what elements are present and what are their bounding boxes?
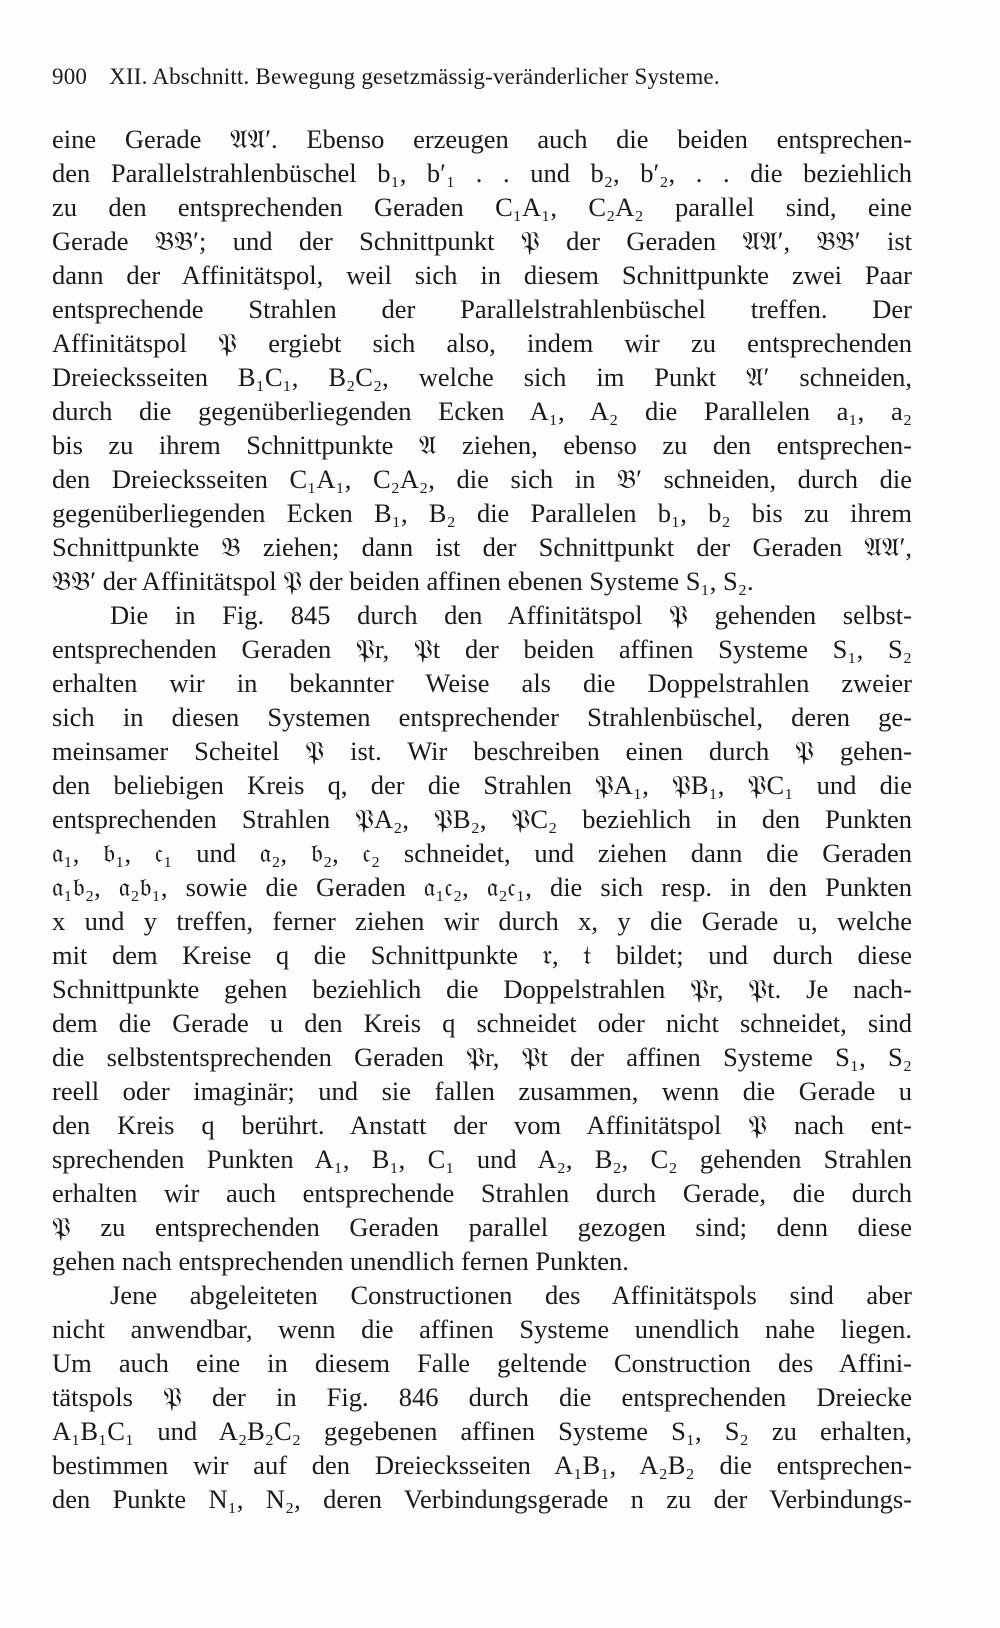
text-line: 𝔅𝔅′ der Affinitätspol 𝔓 der beiden affinen ebenen Systeme S₁, S₂. <box>52 566 754 596</box>
text-line: 𝔞₁, 𝔟₁, 𝔠₁ und 𝔞₂, 𝔟₂, 𝔠₂ schneidet, und ziehen dann die Geraden <box>52 838 912 868</box>
text-line: mit dem Kreise q die Schnittpunkte 𝔯, 𝔱 bildet; und durch diese <box>52 940 912 970</box>
page-header <box>52 64 932 90</box>
text-line: reell oder imaginär; und sie fallen zusammen, wenn die Gerade u <box>52 1076 912 1106</box>
text-line: zu den entsprechenden Geraden C₁A₁, C₂A₂ parallel sind, eine <box>52 192 912 222</box>
text-line: sich in diesen Systemen entsprechender Strahlenbüschel, deren ge- <box>52 702 912 732</box>
text-line: Um auch eine in diesem Falle geltende Construction des Affini- <box>52 1348 912 1378</box>
text-line: gegenüberliegenden Ecken B₁, B₂ die Parallelen b₁, b₂ bis zu ihrem <box>52 498 912 528</box>
text-line: Schnittpunkte gehen beziehlich die Doppelstrahlen 𝔓r, 𝔓t. Je nach- <box>52 974 912 1004</box>
text-line: x und y treffen, ferner ziehen wir durch x, y die Gerade u, welche <box>52 906 912 936</box>
text-line: A₁B₁C₁ und A₂B₂C₂ gegebenen affinen Systeme S₁, S₂ zu erhalten, <box>52 1416 912 1446</box>
text-line: Dreiecksseiten B₁C₁, B₂C₂, welche sich im Punkt 𝔄′ schneiden, <box>52 362 912 392</box>
text-line: die selbstentsprechenden Geraden 𝔓r, 𝔓t der affinen Systeme S₁, S₂ <box>52 1042 912 1072</box>
page-number: 900 <box>52 64 88 89</box>
text-line: Schnittpunkte 𝔅 ziehen; dann ist der Schnittpunkt der Geraden 𝔄𝔄′, <box>52 532 912 562</box>
text-line: erhalten wir in bekannter Weise als die Doppelstrahlen zweier <box>52 668 912 698</box>
text-line: den Parallelstrahlenbüschel b₁, b′₁ . . und b₂, b′₂, . . die beziehlich <box>52 158 912 188</box>
text-line: meinsamer Scheitel 𝔓 ist. Wir beschreiben einen durch 𝔓 gehen- <box>52 736 912 766</box>
text-line: Jene abgeleiteten Constructionen des Affinitätspols sind aber <box>110 1280 912 1310</box>
text-line: dem die Gerade u den Kreis q schneidet oder nicht schneidet, sind <box>52 1008 912 1038</box>
text-line: nicht anwendbar, wenn die affinen Systeme unendlich nahe liegen. <box>52 1314 912 1344</box>
text-line: den Dreiecksseiten C₁A₁, C₂A₂, die sich in 𝔅′ schneiden, durch die <box>52 464 912 494</box>
text-line: 𝔓 zu entsprechenden Geraden parallel gezogen sind; denn diese <box>52 1212 912 1242</box>
text-line: tätspols 𝔓 der in Fig. 846 durch die entsprechenden Dreiecke <box>52 1382 912 1412</box>
text-line: den beliebigen Kreis q, der die Strahlen 𝔓A₁, 𝔓B₁, 𝔓C₁ und die <box>52 770 912 800</box>
text-line: 𝔞₁𝔟₂, 𝔞₂𝔟₁, sowie die Geraden 𝔞₁𝔠₂, 𝔞₂𝔠₁, die sich resp. in den Punkten <box>52 872 912 902</box>
body-text <box>52 122 912 1516</box>
running-title: XII. Abschnitt. Bewegung gesetzmässig-veränderlicher Systeme. <box>109 64 720 89</box>
text-line: bestimmen wir auf den Dreiecksseiten A₁B₁, A₂B₂ die entsprechen- <box>52 1450 912 1480</box>
text-line: den Punkte N₁, N₂, deren Verbindungsgerade n zu der Verbindungs- <box>52 1484 912 1514</box>
text-line: bis zu ihrem Schnittpunkte 𝔄 ziehen, ebenso zu den entsprechen- <box>52 430 912 460</box>
text-line: durch die gegenüberliegenden Ecken A₁, A₂ die Parallelen a₁, a₂ <box>52 396 912 426</box>
text-line: eine Gerade 𝔄𝔄′. Ebenso erzeugen auch die beiden entsprechen- <box>52 124 912 154</box>
text-line: dann der Affinitätspol, weil sich in diesem Schnittpunkte zwei Paar <box>52 260 912 290</box>
text-line: entsprechenden Strahlen 𝔓A₂, 𝔓B₂, 𝔓C₂ beziehlich in den Punkten <box>52 804 912 834</box>
text-line: erhalten wir auch entsprechende Strahlen durch Gerade, die durch <box>52 1178 912 1208</box>
text-line: gehen nach entsprechenden unendlich fernen Punkten. <box>52 1246 629 1276</box>
text-line: Gerade 𝔅𝔅′; und der Schnittpunkt 𝔓 der Geraden 𝔄𝔄′, 𝔅𝔅′ ist <box>52 226 912 256</box>
text-line: den Kreis q berührt. Anstatt der vom Affinitätspol 𝔓 nach ent- <box>52 1110 912 1140</box>
text-line: Affinitätspol 𝔓 ergiebt sich also, indem wir zu entsprechenden <box>52 328 912 358</box>
text-line: Die in Fig. 845 durch den Affinitätspol 𝔓 gehenden selbst- <box>110 600 912 630</box>
text-line: entsprechenden Geraden 𝔓r, 𝔓t der beiden affinen Systeme S₁, S₂ <box>52 634 912 664</box>
text-line: entsprechende Strahlen der Parallelstrahlenbüschel treffen. Der <box>52 294 912 324</box>
text-line: sprechenden Punkten A₁, B₁, C₁ und A₂, B₂, C₂ gehenden Strahlen <box>52 1144 912 1174</box>
